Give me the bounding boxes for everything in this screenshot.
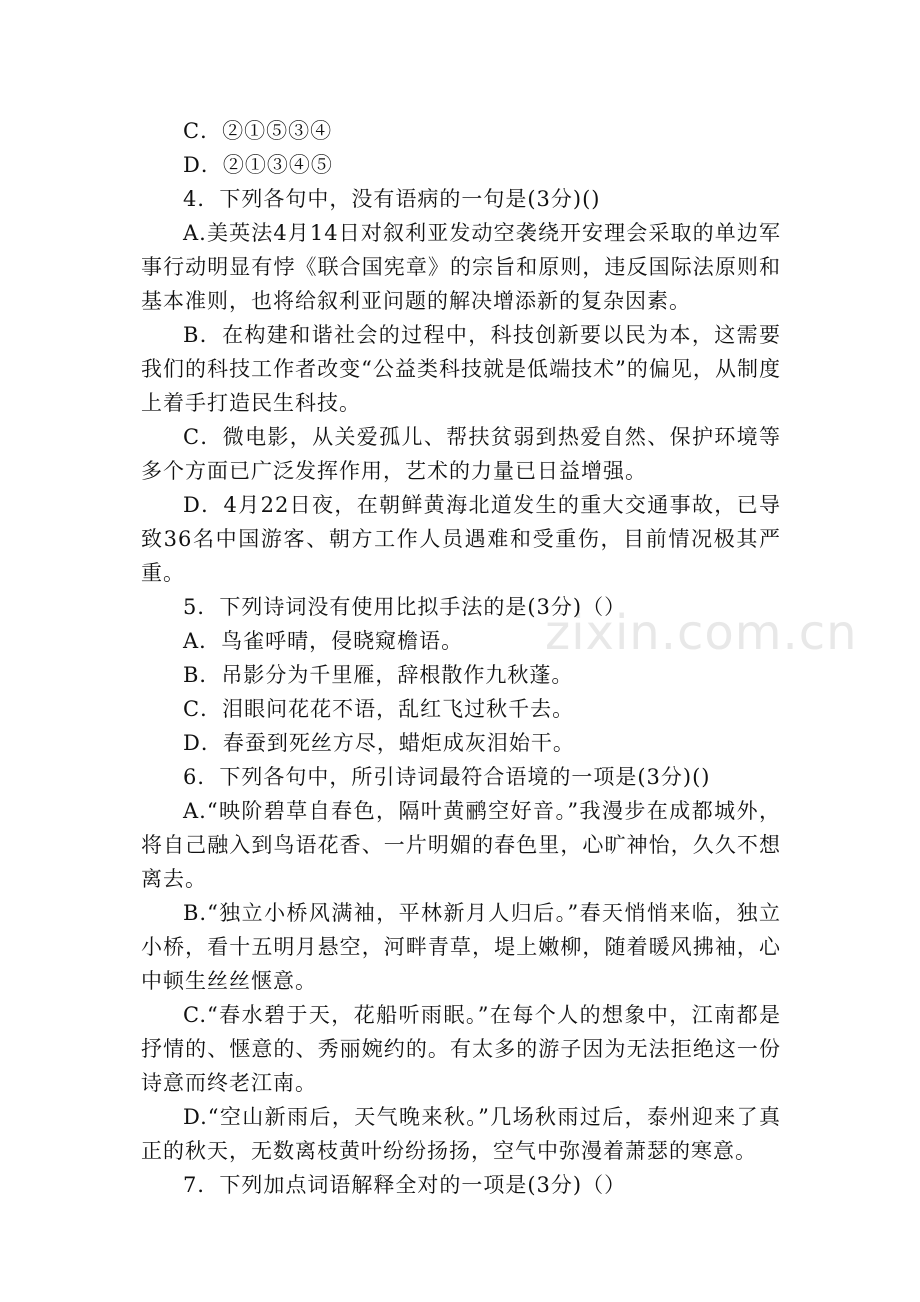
option-a-q5: A．鸟雀呼晴，侵晓窥檐语。 (183, 629, 464, 653)
question-5: 5．下列诗词没有使用比拟手法的是(3分)（） (183, 595, 627, 619)
option-d-q6: D.“空山新雨后，天气晚来秋。”几场秋雨过后，泰州迎来了真正的秋天，无数离枝黄叶纷纷扬扬，空气中弥漫着萧瑟的寒意。 (141, 1105, 781, 1163)
question-7: 7．下列加点词语解释全对的一项是(3分)（） (183, 1173, 627, 1197)
option-a-q4: A.美英法4月14日对叙利亚发动空袭绕开安理会采取的单边军事行动明显有悖《联合国宪章》的宗旨和原则，违反国际法原则和基本准则，也将给叙利亚问题的解决增添新的复杂因素。 (141, 221, 781, 313)
document-body (141, 114, 781, 1202)
watermark: zixin.com.cn (545, 605, 858, 661)
option-d-q5: D．春蚕到死丝方尽，蜡炬成灰泪始干。 (183, 731, 575, 755)
option-c-q3: C．②①⑤③④ (183, 119, 333, 143)
option-a-q6: A.“映阶碧草自春色，隔叶黄鹂空好音。”我漫步在成都城外，将自己融入到鸟语花香、一片明媚的春色里，心旷神怡，久久不想离去。 (141, 799, 781, 891)
option-b-q6: B.“独立小桥风满袖，平林新月人归后。”春天悄悄来临，独立小桥，看十五明月悬空，河畔青草，堤上嫩柳，随着暖风拂袖，心中顿生丝丝惬意。 (141, 901, 781, 993)
option-d-q3: D．②①③④⑤ (183, 153, 333, 177)
option-c-q5: C．泪眼问花花不语，乱红飞过秋千去。 (183, 697, 575, 721)
question-6: 6．下列各句中，所引诗词最符合语境的一项是(3分)() (183, 765, 711, 789)
option-b-q4: B．在构建和谐社会的过程中，科技创新要以民为本，这需要我们的科技工作者改变“公益类科技就是低端技术”的偏见，从制度上着手打造民生科技。 (141, 323, 781, 415)
question-4: 4．下列各句中，没有语病的一句是(3分)() (183, 187, 601, 211)
option-c-q4: C．微电影，从关爱孤儿、帮扶贫弱到热爱自然、保护环境等多个方面已广泛发挥作用，艺术的力量已日益增强。 (141, 425, 781, 483)
option-b-q5: B．吊影分为千里雁，辞根散作九秋蓬。 (183, 663, 574, 687)
option-c-q6: C.“春水碧于天，花船听雨眠。”在每个人的想象中，江南都是抒情的、惬意的、秀丽婉约的。有太多的游子因为无法拒绝这一份诗意而终老江南。 (141, 1003, 781, 1095)
option-d-q4: D．4月22日夜，在朝鲜黄海北道发生的重大交通事故，已导致36名中国游客、朝方工作人员遇难和受重伤，目前情况极其严重。 (141, 493, 781, 585)
